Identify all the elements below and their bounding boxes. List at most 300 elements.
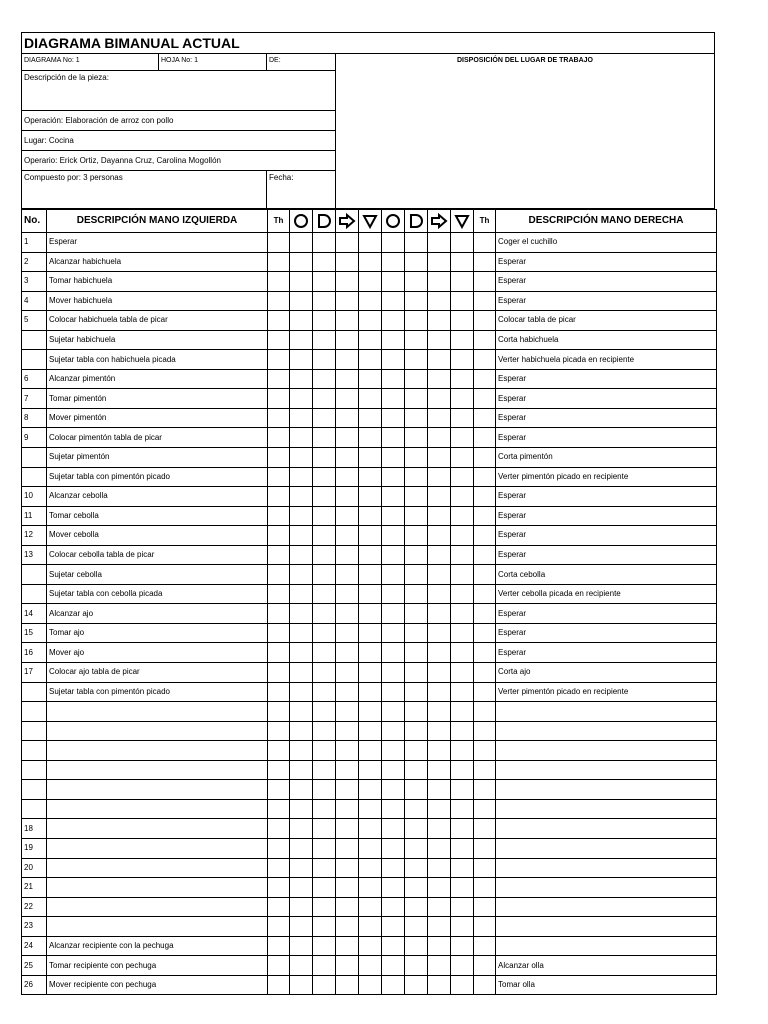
symbol-cell <box>382 799 405 819</box>
left-hand-description: Sujetar tabla con habichuela picada <box>47 350 268 370</box>
symbol-cell <box>382 721 405 741</box>
symbol-cell <box>405 623 428 643</box>
right-th-cell <box>474 760 496 780</box>
symbol-cell <box>428 350 451 370</box>
symbol-cell <box>451 838 474 858</box>
symbol-cell <box>313 819 336 839</box>
symbol-cell <box>382 272 405 292</box>
symbol-cell <box>451 311 474 331</box>
row-number: 19 <box>22 838 47 858</box>
row-number: 14 <box>22 604 47 624</box>
right-th-cell <box>474 956 496 976</box>
symbol-cell <box>428 467 451 487</box>
symbol-cell <box>336 467 359 487</box>
symbol-cell <box>382 311 405 331</box>
left-th-cell <box>268 780 290 800</box>
symbol-cell <box>336 878 359 898</box>
left-th-cell <box>268 623 290 643</box>
left-hand-description: Tomar cebolla <box>47 506 268 526</box>
right-hand-description <box>496 760 717 780</box>
symbol-cell <box>290 741 313 761</box>
left-hand-description: Colocar pimentón tabla de picar <box>47 428 268 448</box>
symbol-cell <box>290 330 313 350</box>
row-number: 12 <box>22 526 47 546</box>
symbol-cell <box>382 604 405 624</box>
symbol-cell <box>313 448 336 468</box>
symbol-cell <box>405 291 428 311</box>
symbol-cell <box>451 780 474 800</box>
symbol-cell <box>359 506 382 526</box>
symbol-cell <box>382 858 405 878</box>
symbol-cell <box>428 682 451 702</box>
symbol-cell <box>428 917 451 937</box>
symbol-cell <box>428 604 451 624</box>
symbol-cell <box>313 350 336 370</box>
row-number <box>22 350 47 370</box>
right-hand-description: Esperar <box>496 389 717 409</box>
symbol-cell <box>290 233 313 253</box>
right-th-cell <box>474 799 496 819</box>
right-th-cell <box>474 878 496 898</box>
symbol-cell <box>428 741 451 761</box>
right-hand-description: Colocar tabla de picar <box>496 311 717 331</box>
symbol-cell <box>290 897 313 917</box>
table-row <box>22 819 717 839</box>
symbol-cell <box>382 702 405 722</box>
table-row <box>22 565 717 585</box>
right-hand-description <box>496 878 717 898</box>
symbol-cell <box>451 272 474 292</box>
symbol-cell <box>382 780 405 800</box>
symbol-cell <box>359 526 382 546</box>
symbol-cell <box>359 565 382 585</box>
symbol-cell <box>405 936 428 956</box>
symbol-cell <box>405 428 428 448</box>
operator-field: Operario: Erick Ortiz, Dayanna Cruz, Carolina Mogollón <box>22 151 336 171</box>
left-hand-description: Colocar habichuela tabla de picar <box>47 311 268 331</box>
symbol-cell <box>451 584 474 604</box>
left-hand-description <box>47 897 268 917</box>
symbol-cell <box>428 272 451 292</box>
symbol-cell <box>382 897 405 917</box>
right-hand-description: Coger el cuchillo <box>496 233 717 253</box>
symbol-cell <box>336 252 359 272</box>
symbol-cell <box>382 526 405 546</box>
symbol-cell <box>405 506 428 526</box>
symbol-cell <box>313 330 336 350</box>
symbol-cell <box>405 545 428 565</box>
operation-circle-icon <box>382 210 405 233</box>
symbol-cell <box>313 663 336 683</box>
symbol-cell <box>382 252 405 272</box>
symbol-cell <box>313 311 336 331</box>
symbol-cell <box>336 487 359 507</box>
right-th-cell <box>474 389 496 409</box>
right-th-cell <box>474 897 496 917</box>
symbol-cell <box>382 956 405 976</box>
symbol-cell <box>451 682 474 702</box>
right-hand-description: Esperar <box>496 408 717 428</box>
symbol-cell <box>336 350 359 370</box>
row-number: 3 <box>22 272 47 292</box>
left-hand-description <box>47 741 268 761</box>
symbol-cell <box>405 330 428 350</box>
symbol-cell <box>290 819 313 839</box>
symbol-cell <box>359 780 382 800</box>
symbol-cell <box>313 643 336 663</box>
table-row <box>22 330 717 350</box>
symbol-cell <box>359 408 382 428</box>
symbol-cell <box>359 741 382 761</box>
symbol-cell <box>382 350 405 370</box>
symbol-cell <box>405 487 428 507</box>
symbol-cell <box>359 233 382 253</box>
symbol-cell <box>405 311 428 331</box>
table-row <box>22 506 717 526</box>
symbol-cell <box>451 604 474 624</box>
right-th-cell <box>474 291 496 311</box>
symbol-cell <box>382 623 405 643</box>
symbol-cell <box>428 369 451 389</box>
row-number: 21 <box>22 878 47 898</box>
right-th-cell <box>474 741 496 761</box>
row-number: 9 <box>22 428 47 448</box>
right-th-cell <box>474 311 496 331</box>
symbol-cell <box>428 878 451 898</box>
symbol-cell <box>290 799 313 819</box>
symbol-cell <box>290 760 313 780</box>
symbol-cell <box>382 584 405 604</box>
symbol-cell <box>451 663 474 683</box>
symbol-cell <box>290 663 313 683</box>
symbol-cell <box>336 741 359 761</box>
row-number: 15 <box>22 623 47 643</box>
symbol-cell <box>359 799 382 819</box>
row-number: 6 <box>22 369 47 389</box>
left-th-cell <box>268 604 290 624</box>
symbol-cell <box>359 487 382 507</box>
left-th-cell <box>268 389 290 409</box>
symbol-cell <box>336 663 359 683</box>
symbol-cell <box>451 702 474 722</box>
symbol-cell <box>451 350 474 370</box>
right-hand-description: Esperar <box>496 369 717 389</box>
symbol-cell <box>313 526 336 546</box>
symbol-cell <box>290 682 313 702</box>
col-right-desc-header: DESCRIPCIÓN MANO DERECHA <box>496 210 717 233</box>
symbol-cell <box>313 545 336 565</box>
left-hand-description <box>47 799 268 819</box>
symbol-cell <box>451 917 474 937</box>
symbol-cell <box>428 233 451 253</box>
symbol-cell <box>336 819 359 839</box>
symbol-cell <box>290 487 313 507</box>
symbol-cell <box>290 467 313 487</box>
right-th-cell <box>474 780 496 800</box>
symbol-cell <box>359 682 382 702</box>
right-hand-description: Esperar <box>496 428 717 448</box>
left-th-cell <box>268 291 290 311</box>
symbol-cell <box>451 369 474 389</box>
symbol-cell <box>405 878 428 898</box>
symbol-cell <box>359 350 382 370</box>
symbol-cell <box>359 917 382 937</box>
table-row <box>22 584 717 604</box>
right-th-cell <box>474 721 496 741</box>
left-hand-description: Tomar habichuela <box>47 272 268 292</box>
right-hand-description: Esperar <box>496 506 717 526</box>
left-th-cell <box>268 838 290 858</box>
row-number: 23 <box>22 917 47 937</box>
symbol-cell <box>336 584 359 604</box>
right-hand-description <box>496 819 717 839</box>
symbol-cell <box>290 526 313 546</box>
symbol-cell <box>405 975 428 995</box>
symbol-cell <box>428 487 451 507</box>
symbol-cell <box>313 623 336 643</box>
symbol-cell <box>428 408 451 428</box>
right-th-cell <box>474 819 496 839</box>
symbol-cell <box>428 760 451 780</box>
symbol-cell <box>336 975 359 995</box>
left-hand-description: Sujetar tabla con pimentón picado <box>47 467 268 487</box>
symbol-cell <box>290 838 313 858</box>
table-row <box>22 956 717 976</box>
symbol-cell <box>313 721 336 741</box>
right-th-cell <box>474 252 496 272</box>
symbol-cell <box>336 897 359 917</box>
right-th-cell <box>474 369 496 389</box>
symbol-cell <box>451 291 474 311</box>
symbol-cell <box>428 819 451 839</box>
table-row <box>22 389 717 409</box>
left-th-cell <box>268 663 290 683</box>
workplace-layout-label: DISPOSICIÓN DEL LUGAR DE TRABAJO <box>336 54 715 209</box>
symbol-cell <box>313 838 336 858</box>
left-th-cell <box>268 272 290 292</box>
symbol-cell <box>428 838 451 858</box>
symbol-cell <box>336 799 359 819</box>
symbol-cell <box>313 467 336 487</box>
left-hand-description: Mover ajo <box>47 643 268 663</box>
right-hand-description <box>496 858 717 878</box>
symbol-cell <box>405 956 428 976</box>
symbol-cell <box>313 956 336 976</box>
table-row <box>22 897 717 917</box>
left-hand-description: Tomar recipiente con pechuga <box>47 956 268 976</box>
symbol-cell <box>428 897 451 917</box>
symbol-cell <box>428 291 451 311</box>
row-number <box>22 702 47 722</box>
row-number <box>22 760 47 780</box>
right-th-cell <box>474 975 496 995</box>
symbol-cell <box>359 467 382 487</box>
symbol-cell <box>290 604 313 624</box>
symbol-cell <box>313 233 336 253</box>
symbol-cell <box>382 760 405 780</box>
symbol-cell <box>382 663 405 683</box>
operation-circle-icon <box>290 210 313 233</box>
row-number: 10 <box>22 487 47 507</box>
symbol-cell <box>451 799 474 819</box>
symbol-cell <box>359 604 382 624</box>
symbol-cell <box>313 565 336 585</box>
right-th-cell <box>474 448 496 468</box>
symbol-cell <box>336 604 359 624</box>
symbol-cell <box>359 838 382 858</box>
symbol-cell <box>451 623 474 643</box>
symbol-cell <box>451 741 474 761</box>
symbol-cell <box>382 643 405 663</box>
symbol-cell <box>382 487 405 507</box>
row-number: 24 <box>22 936 47 956</box>
symbol-cell <box>405 663 428 683</box>
symbol-cell <box>428 623 451 643</box>
left-hand-description: Alcanzar ajo <box>47 604 268 624</box>
symbol-cell <box>428 545 451 565</box>
symbol-cell <box>290 291 313 311</box>
col-no-header: No. <box>22 210 47 233</box>
symbol-cell <box>405 682 428 702</box>
symbol-cell <box>428 702 451 722</box>
symbol-cell <box>336 272 359 292</box>
right-hand-description <box>496 721 717 741</box>
symbol-cell <box>428 428 451 448</box>
left-th-cell <box>268 897 290 917</box>
table-row <box>22 369 717 389</box>
right-hand-description: Esperar <box>496 526 717 546</box>
symbol-cell <box>313 506 336 526</box>
table-row <box>22 272 717 292</box>
right-th-cell <box>474 584 496 604</box>
right-th-cell <box>474 917 496 937</box>
row-number: 13 <box>22 545 47 565</box>
symbol-cell <box>313 428 336 448</box>
symbol-cell <box>290 408 313 428</box>
table-row <box>22 975 717 995</box>
diagram-header-table <box>21 32 715 209</box>
symbol-cell <box>428 584 451 604</box>
symbol-cell <box>313 702 336 722</box>
right-th-cell <box>474 682 496 702</box>
left-hand-description: Mover habichuela <box>47 291 268 311</box>
right-th-cell <box>474 623 496 643</box>
right-hand-description: Esperar <box>496 643 717 663</box>
left-hand-description <box>47 819 268 839</box>
right-th-cell <box>474 272 496 292</box>
symbol-cell <box>405 643 428 663</box>
left-th-cell <box>268 467 290 487</box>
symbol-cell <box>290 702 313 722</box>
symbol-cell <box>451 467 474 487</box>
right-hand-description: Esperar <box>496 252 717 272</box>
symbol-cell <box>451 956 474 976</box>
symbol-cell <box>428 643 451 663</box>
symbol-cell <box>428 311 451 331</box>
symbol-cell <box>405 741 428 761</box>
symbol-cell <box>313 780 336 800</box>
left-th-cell <box>268 526 290 546</box>
symbol-cell <box>359 819 382 839</box>
symbol-cell <box>336 760 359 780</box>
left-th-cell <box>268 506 290 526</box>
left-hand-description: Sujetar tabla con pimentón picado <box>47 682 268 702</box>
row-number: 11 <box>22 506 47 526</box>
table-row <box>22 878 717 898</box>
symbol-cell <box>405 389 428 409</box>
right-th-cell <box>474 663 496 683</box>
symbol-cell <box>428 252 451 272</box>
left-th-cell <box>268 702 290 722</box>
table-row <box>22 428 717 448</box>
row-number: 25 <box>22 956 47 976</box>
symbol-cell <box>382 917 405 937</box>
symbol-cell <box>313 252 336 272</box>
left-hand-description: Mover cebolla <box>47 526 268 546</box>
symbol-cell <box>290 350 313 370</box>
symbol-cell <box>405 350 428 370</box>
row-number <box>22 721 47 741</box>
right-hand-description: Corta ajo <box>496 663 717 683</box>
symbol-cell <box>336 682 359 702</box>
symbol-cell <box>313 858 336 878</box>
symbol-cell <box>405 897 428 917</box>
left-hand-description <box>47 838 268 858</box>
row-number: 5 <box>22 311 47 331</box>
right-th-cell <box>474 506 496 526</box>
symbol-cell <box>290 858 313 878</box>
symbol-cell <box>405 369 428 389</box>
right-hand-description: Verter cebolla picada en recipiente <box>496 584 717 604</box>
left-hand-description: Sujetar tabla con cebolla picada <box>47 584 268 604</box>
col-th-left-header: Th <box>268 210 290 233</box>
right-hand-description <box>496 917 717 937</box>
symbol-cell <box>313 878 336 898</box>
left-th-cell <box>268 741 290 761</box>
symbol-cell <box>382 838 405 858</box>
symbol-cell <box>336 721 359 741</box>
left-th-cell <box>268 682 290 702</box>
symbol-cell <box>336 565 359 585</box>
right-th-cell <box>474 858 496 878</box>
symbol-cell <box>359 975 382 995</box>
row-number: 26 <box>22 975 47 995</box>
symbol-cell <box>336 702 359 722</box>
symbol-cell <box>313 897 336 917</box>
symbol-cell <box>359 448 382 468</box>
symbol-cell <box>336 526 359 546</box>
symbol-cell <box>382 878 405 898</box>
symbol-cell <box>290 917 313 937</box>
symbol-cell <box>359 663 382 683</box>
symbol-cell <box>428 526 451 546</box>
symbol-cell <box>428 975 451 995</box>
symbol-cell <box>290 311 313 331</box>
right-th-cell <box>474 643 496 663</box>
table-row <box>22 799 717 819</box>
table-row <box>22 350 717 370</box>
right-hand-description: Verter pimentón picado en recipiente <box>496 467 717 487</box>
table-row <box>22 936 717 956</box>
table-row <box>22 448 717 468</box>
left-th-cell <box>268 448 290 468</box>
left-th-cell <box>268 858 290 878</box>
symbol-cell <box>290 506 313 526</box>
table-row <box>22 643 717 663</box>
right-hand-description: Corta pimentón <box>496 448 717 468</box>
symbol-cell <box>405 838 428 858</box>
symbol-cell <box>405 233 428 253</box>
